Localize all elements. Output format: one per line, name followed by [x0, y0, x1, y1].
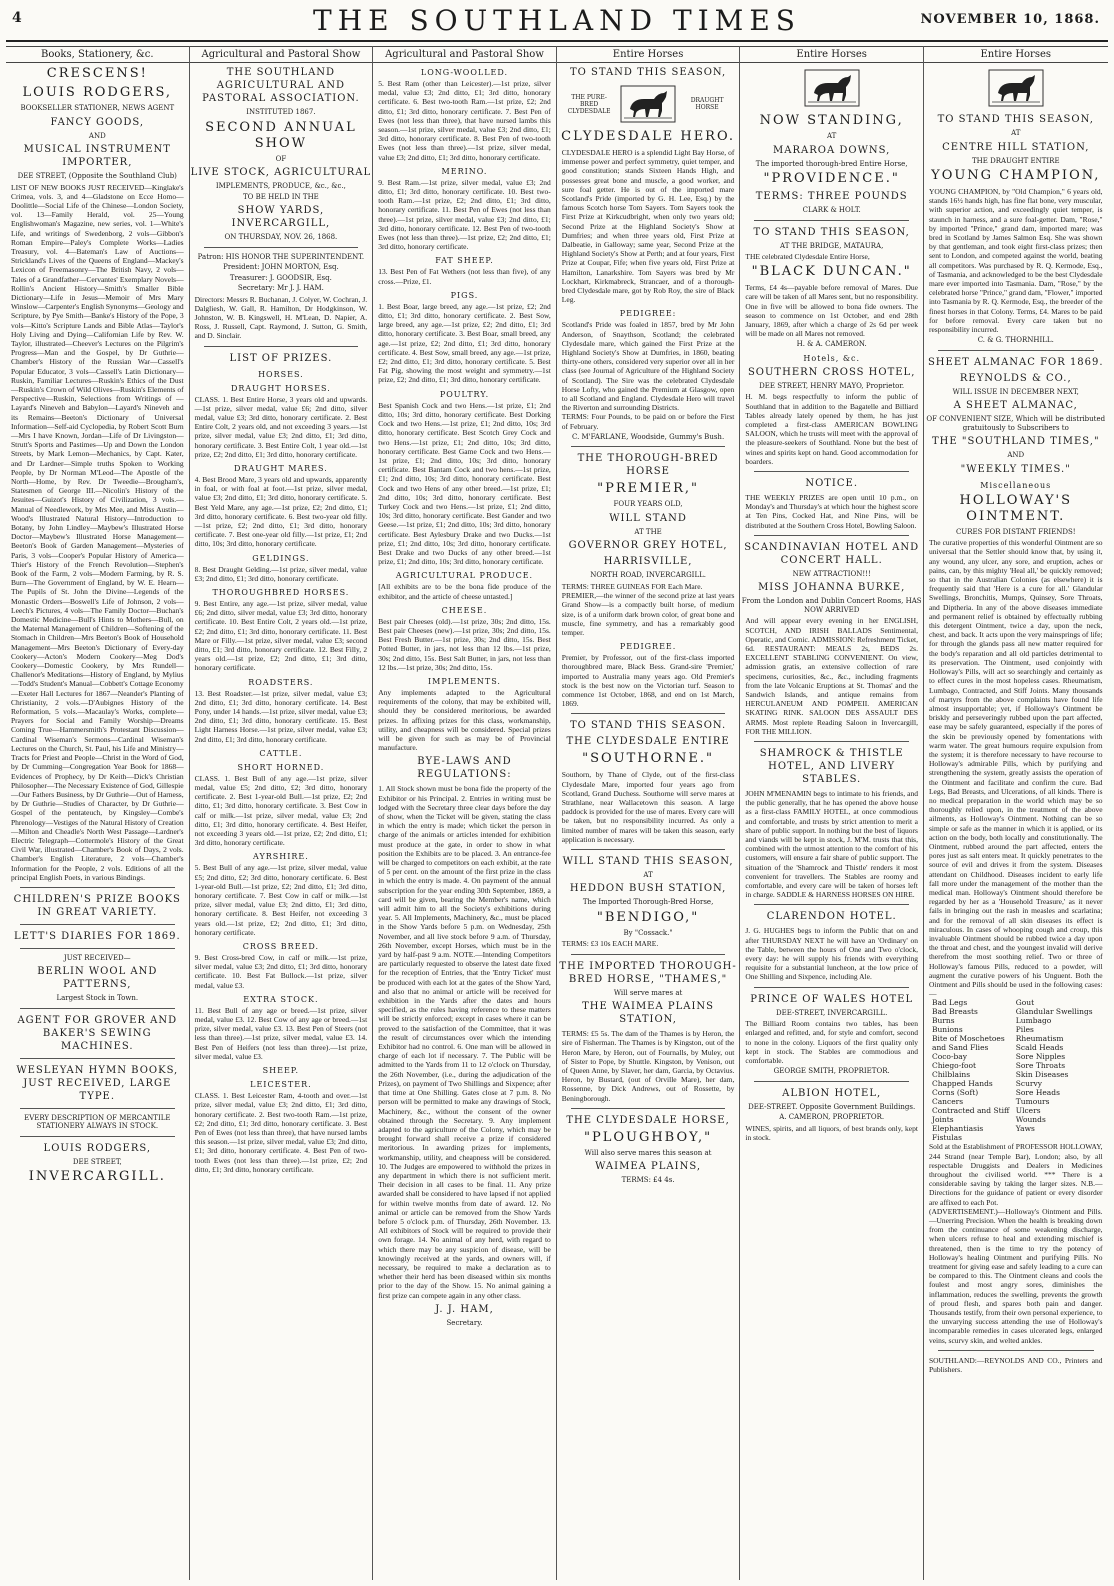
body-text: Any implements adapted to the Agricultural requirements of the colony, that may be exhibited will, should they be considered meritorious, be awarded prizes. In affixing prizes for this class, workmanship, utility, and cheapness will be considered. Special prizes will be given for such as may be of Provincial manufacture.: [378, 687, 551, 753]
display-heading: "PLOUGHBOY,": [583, 1129, 713, 1145]
ailment-item: Chilblains: [931, 1070, 971, 1080]
small-caption: Will also serve mares this season at: [584, 1148, 712, 1157]
column-header: Agricultural and Pastoral Show: [190, 46, 373, 63]
column-rule: [754, 220, 909, 221]
small-caption: Secretary.: [446, 1318, 483, 1327]
section-subheading: IMPLEMENTS.: [427, 676, 501, 686]
ailment-item: Contracted and Stiff Joints: [931, 1106, 1010, 1125]
small-caption: C. M'FARLANE, Woodside, Gummy's Bush.: [571, 432, 725, 441]
ailment-list-column: [1016, 998, 1100, 1142]
small-caption: AT: [643, 870, 653, 879]
ad-heading: MUSICAL INSTRUMENT IMPORTER,: [23, 144, 171, 168]
display-heading: INVERCARGILL.: [28, 1169, 166, 1185]
display-heading: "PROVIDENCE.": [763, 171, 900, 186]
ailment-item: Bunions: [931, 1025, 963, 1035]
body-text: CLASS. 1. Best Bull of any age.—1st prize, silver medal, value £5; 2nd ditto, £2; 3rd ditto, honorary certificate. 2. Best 1-year-old Bull.—1st prize, £2; 2nd ditto, £1; 3rd ditto, honorary certificate. 3. Best Cow in calf or milk.—1st prize, silver medal, value £3; 2nd ditto, £1; 3rd ditto, honorary certificate. 4. Best Heifer, not exceeding 3 years old.—1st prize, £2; 2nd ditto, £1; 3rd ditto, honorary certificate.: [194, 773, 368, 848]
body-text: JOHN M'MENAMIN begs to intimate to his friends, and the public generally, that he has opened the above house as a first-class FAMILY HOTEL, at once commodious and comfortable, and trusts by strict attention to merit a share of public support. In nothing but the best of liquors and viands will be kept in stock, J. M'M. trusts that this, combined with the utmost attention to the comfort of his customers, will ensure a fair share of public support. The situation of the 'Shamrock and Thistle' renders it most convenient for travellers. The Stables are roomy and comfortable, and every care will be taken of horses left in charge. SADDLE & HARNESS HORSES ON HIRE.: [745, 789, 918, 900]
body-text: THE celebrated Clydesdale Entire Horse,: [745, 252, 870, 261]
column-rule: [938, 350, 1094, 351]
small-caption: AND: [1007, 451, 1025, 460]
ad-heading: REYNOLDS & CO.,: [959, 372, 1072, 384]
column-header: Entire Horses: [557, 46, 740, 63]
small-caption: DEE-STREET, INVERCARGILL.: [776, 1008, 888, 1017]
ailment-item: Fistulas: [931, 1133, 962, 1143]
ad-heading: SHAMROCK & THISTLE HOTEL, AND LIVERY STABLES.: [759, 748, 904, 785]
body-text: CLASS. 1. Best Entire Horse, 3 years old and upwards.—1st prize, silver medal, value £6; 2nd ditto, silver medal, value £3; 3rd ditto, honorary certificate. 2. Best Entire Colt, 2 years old, and not exceeding 3 years.—1st prize, silver medal, value £3; 2nd ditto, £1; 3rd ditto, honorary certificate. 3. Best Entire Colt, 1 year old.—1st prize, £2; 2nd ditto, £1; 3rd ditto, honorary certificate.: [194, 394, 368, 459]
small-caption: AND: [88, 131, 106, 140]
small-caption: AT THE: [634, 527, 662, 536]
display-heading: CRESCENS!: [46, 66, 148, 81]
ailment-list: [924, 998, 1108, 1142]
ailment-item: Skin Diseases: [1015, 1070, 1069, 1080]
body-text: H. M. begs respectfully to inform the public of Southland that in addition to the Bagatelle and Billiard Tables already lately opened by them, he has just completed a first-class AMERICAN BOWLING SALOON, which he trusts will meet with the approval of the pleasure-seekers of Southland. None but the best of wines and spirits kept on hand. Good accommodation for boarders.: [745, 392, 918, 466]
body-text: 5. Best Bull of any age.—1st prize, silver medal, value £5; 2nd ditto, £2; 3rd ditto, honorary certificate. 6. Best 1-year-old Bull.—1st prize, £2; 2nd ditto, £1; 3rd ditto, honorary certificate. 7. Best Cow in calf or milk.—1st prize, silver medal, value £3; 2nd ditto, £1; 3rd ditto, honorary certificate. 8. Best Heifer, not exceeding 3 years old.—1st prize, £2; 2nd ditto, £1; 3rd ditto, honorary certificate.: [194, 863, 368, 937]
small-caption: JUST RECEIVED—: [63, 953, 131, 962]
ad-heading: TO STAND THIS SEASON,: [937, 114, 1094, 125]
masthead-rule: [6, 40, 1108, 42]
ad-heading: HEDDON BUSH STATION,: [569, 883, 727, 895]
small-caption: A. CAMERON, PROPRIETOR.: [779, 1113, 885, 1122]
body-text: Southorn, by Thane of Clyde, out of the first-class Clydesdale Mare, imported four years ago from Scotland, Grand Duchess. Southorne will serve mares at Strathlane, near Wallacetown this season. A large paddock is provided for the use of mares. Every care will be taken, but no responsibility incurred. As only a limited number of mares will be taken this season, early application is necessary.: [561, 770, 735, 844]
column-rule: [20, 1058, 175, 1059]
body-text: THE WEEKLY PRIZES are open until 10 p.m., on Monday's and Thursday's at which hour the highest score at Ten Pins, Cocked Hat, and Nine Pins, will be distributed at the Southern Cross Hotel, Bowling Saloon.: [745, 493, 918, 530]
column-5: [740, 46, 924, 1580]
ad-heading: CHILDREN'S PRIZE BOOKS IN GREAT VARIETY.: [13, 893, 181, 918]
ailment-item: Elephantiasis: [931, 1124, 984, 1134]
small-caption: CLARK & HOLT.: [802, 206, 861, 214]
column-rule: [754, 1081, 909, 1082]
ailment-item: Sore Nipples: [1015, 1052, 1066, 1062]
ad-heading: TO STAND THIS SEASON,: [569, 67, 727, 78]
ad-heading: AGENT FOR GROVER AND BAKER'S SEWING MACHINES.: [17, 1014, 178, 1052]
body-text: Premier, by Professor, out of the first-class imported thoroughbred mare, Black Bess. Grand-sire 'Premier,' imported to Australia many years ago. Old Premier's stock is the best now on the Victorian turf. Season to commence 1st October, 1868, and end on 1st March, 1869.: [561, 653, 735, 709]
column-rule: [571, 954, 726, 955]
body-text: 4. Best Brood Mare, 3 years old and upwards, apparently in foal, or with foal at foot.—1st prize, silver medal, value £3; 2nd ditto, £1; 3rd ditto, honorary certificate. 5. Best Yeld Mare, any age.—1st prize, £2; 2nd ditto, £1; 3rd ditto, honorary certificate. 6. Best two-year old filly.—1st prize, £2; 2nd ditto, £1; 3rd ditto, honorary certificate. 7. Best one-year old filly.—1st prize, £1; 2nd ditto, 10s; 3rd ditto, honorary certificate.: [194, 474, 368, 549]
ad-heading: BERLIN WOOL AND PATTERNS,: [37, 966, 158, 991]
ailment-item: Rheumatism: [1015, 1034, 1064, 1044]
body-text: 13. Best Roadster.—1st prize, silver medal, value £3; 2nd ditto, £1; 3rd ditto, honorary certificate. 14. Best Pony, under 14 hands.—1st prize, silver medal, value £3; 2nd ditto, £1; 3rd ditto, honorary certificate. 15. Best Light Harness Horse.—1st prize, silver medal, value £3; 2nd ditto, £1; 3rd ditto, honorary certificate.: [194, 688, 368, 744]
ailment-item: Bite of Moschetoes and Sand Flies: [931, 1034, 1005, 1053]
ad-heading: J. J. HAM,: [435, 1303, 494, 1315]
section-subheading: AYRSHIRE.: [253, 852, 309, 862]
ad-heading: WAIMEA PLAINS,: [595, 1161, 701, 1173]
body-text: And will appear every evening in her ENGLISH, SCOTCH, AND IRISH BALLADS Sentimental, Operatic, and Comic. ADMISSION: Refreshment Ticket, 6d. RESTAURANT: MEALS 2s, BEDS 2s. EXCELLENT STABLING CONVENIENT. On view, admission gratis, an extensive collection of rare specimens, curiosities, &c., &c., including fragments from the late Volcanic Eruptions at St. Thomas' and the Sandwich Islands, and antique remains from HERCULANEUM AND POMPEII. AMERICAN SKATING RINK. SALOON DES ASSAULT DES ARMS. Most replete Reading Saloon in Invercargill, FOR THE MILLION.: [745, 616, 918, 736]
ad-heading: ALBION HOTEL,: [782, 1087, 882, 1099]
issue-date: NOVEMBER 10, 1868.: [920, 12, 1100, 27]
small-caption: TERMS: £4 4s.: [621, 1176, 675, 1185]
small-caption: AT THE BRIDGE, MATAURA,: [780, 241, 884, 250]
column-rule: [571, 713, 726, 714]
small-caption: Treasurer: J. GOODSIR, Esq.: [229, 273, 332, 282]
column-rule: [20, 1008, 175, 1009]
column-rule: [20, 1108, 175, 1109]
ad-heading: LIVE STOCK, AGRICULTURAL: [190, 167, 372, 178]
column-1: [6, 46, 190, 1580]
section-subheading: DRAUGHT MARES.: [234, 463, 328, 473]
section-subheading: EXTRA STOCK.: [243, 994, 319, 1004]
ad-heading: SOUTHERN CROSS HOTEL,: [747, 366, 916, 378]
column-rule: [204, 346, 359, 347]
section-subheading: LONG-WOOLLED.: [420, 68, 509, 77]
section-subheading: THOROUGHBRED HORSES.: [212, 587, 350, 597]
column-rule: [204, 247, 359, 248]
section-subheading: PEDIGREE.: [619, 642, 677, 652]
body-text: Best Spanish Cock and two Hens.—1st prize, £1; 2nd ditto, 10s; 3rd ditto, honorary certificate. Best Dorking Cock and two Hens.—1st prize, £1; 2nd ditto, 10s; 3rd ditto, honorary certificate. Best Scotch Grey Cock and two Hens.—1st prize, £1; 2nd ditto, 10s; 3rd ditto, honorary certificate. Best Game Cock and two Hens.—1st prize, £1; 2nd ditto, 10s; 3rd ditto, honorary certificate. Best Bantam Cock and two hens.—1st prize, £1; 2nd ditto, 10s; 3rd ditto, honorary certificate. Best Cock and two Hens of any other breed.—1st prize, £1; 2nd ditto, 10s; 3rd ditto, honorary certificate. Best Turkey Cock and two Hens.—1st prize, £1; 2nd ditto, 10s; 3rd ditto, honorary certificate. Best Gander and two Geese.—1st prize, £1; 2nd ditto, 10s; 3rd ditto, honorary certificate. Best Aylesbury Drake and two Ducks.—1st prize, £1; 2nd ditto, 10s; 3rd ditto, honorary certificate. Best Drake and two Ducks of any other breed.—1st prize, £1; 2nd ditto, 10s; 3rd ditto, honorary certificate.: [378, 400, 551, 567]
masthead: [0, 0, 1114, 40]
ailment-item: Ulcers: [1015, 1106, 1041, 1116]
body-text: LIST OF NEW BOOKS JUST RECEIVED—Kinglake's Crimea, vols. 3, and 4—Gladstone on Ecce Homo—Doolittle—Social Life of the Chinese—London Society, vol. 13—Family Herald, vol. 25—Young Englishwoman's Magazine, new series, vol. 1—White's Life, and writings of Swedenborg, 2 vols—Gibbon's Roman Empire—Paley's Complete Works—Ladies Treasury, vol. 4—Bateman's Law of Auctions—Strickland's Lives of the Queens of England—Mackey's Lexicon of Freemasonry—The British Navy, 2 vols—Tales of a Grandfather—Cervantes' Exemplary Novels—Rollin's Ancient History—Smith's Smaller Bible Dictionary—Life in Jesus—Memoir of Mrs Mary Winslow—Carpenter's English Synonyms—Geology and Scripture, by Pye Smith—Banke's History of the Pope, 3 vols—Kitto's Scripture Lands and Bible Atlas—Taylor's Holy Living and Dying—Californian Life by Rev. W. Taylor, illustrated—Cheever's Lectures on the Pilgrim's Progress—Man and the Gospel, by Dr Guthrie—Chamber's History of the Russian War—Cassell's Popular Educator, 3 vols—Cassell's Latin Dictionary—Ruskin, Familiar Lectures—Ruskin's Ethics of the Dust—Ruskin's Crown of Wild Olives—Ruskin's Elements of Perspective—Ruskin, Selections from Writings of —Layard's Nineveh and Babylon—Layard's Nineveh and its Remains—Beeton's Dictionary of Universal Information—Self-aid Cyclopedia, by Robert Scott Burn—Mrs I have Known, Jordan—Life of Dr Livingston—Strutt's Sports and Pastimes—Up and Down the London Streets, by Mark Lemon—Mechanics, by Capt. Kater, and Dr Lardner—Simple truths Spoken to Working People, by Dr Norman M'Leod—The Apostle of the North—Home, by Rev. Dr Tweedie—Brougham's, Statesmen of George III.—Nicolin's History of the Jesuites—Guizot's History of Civilization, 3 vols.—Manual of Needlework, by Mrs Mee, and Miss Austin—Wood's Illustrated Natural History—Introduction to Botany, by John Lindley—Maybew's Illustrated Horse Doctor—Maybew's Illustrated Horse Management—Beeton's Book of Garden Management—Mysteries of Paris, 3 vols—Cooper's Popular History of America—Thier's History of the French Revolution—Stephen's Book of the Farm, 2 vols—Modern Farming, by R. S. Burn—The Government of England, by W. E. Hearn—The Pupils of St. John the Divine—Legends of the Monastic Orders—Boswell's Life of Johnson, 2 vols—Leech's Pictures, 4 vols—The Family Doctor—Buchan's Domestic Medicine—Bull's Hints to Mothers—Bull, on the Maternal Management of Children—Softening of the Stomach in Children—Mrs Beeton's Book of Household Management—Mrs Beeton's Dictionary of Every-day Cookery—Acton's Modern Cookery—Meg Dod's Cookery—Domestic Cookery, by Mrs Rundell—Challenor's Meditations—History of England, by Mylius—Todd's Student's Manual—Cobbett's Cottage Economy—Exeter Hall Lectures for 1867—Neander's Planting of Christianity, 2 vols.—D'Aubignes History of the Reformation, 5 vols.—Macaulay's Works, complete—Prayers for Social and Family Worship—Dreams Coming True—Hammersmith's Protestant Discussion—Cardinal Wiseman's Sermons—Cardinal Wiseman's Lectures on the Church, St. Paul, his Life and Ministry—Tracts for Priest and People—Christ in the Word of God, by Dr Cumming—Congregation Year Book for 1868—Evidences of Prophecy, by Dr Keith—Dick's Christian Philosopher—The Necessary Existence of God, Gillespie—Our Fathers Business, by Dr Guthrie—Out of Harness, by Dr Guthrie—Studies of Character, by Dr Guthrie—Gospel of the pentateuch, by Kingsley—Combe's Phrenology—Vestiges of the Natural History of Creation—Milton and Cheadle's North West Passage—Lardner's Electric Telegraph—Cottermole's History of the Great Civil War, illustrated—Chamber's Book of Days, 2 vols. Chamber's English Literature, 2 vols—Chamber's Information for the People, 2 vols. Editions of all the principal English Poets, in various Bindings.: [11, 182, 184, 882]
small-caption: NEW ATTRACTION!!!: [792, 569, 871, 578]
small-caption: GEORGE SMITH, PROPRIETOR.: [773, 1067, 890, 1076]
small-caption: INSTITUTED 1867.: [246, 108, 316, 116]
column-rule: [20, 948, 175, 949]
column-rule: [571, 849, 726, 850]
display-heading: YOUNG CHAMPION,: [931, 168, 1101, 183]
section-subheading: PEDIGREE:: [619, 309, 677, 319]
section-subheading: GELDINGS.: [252, 553, 310, 563]
ad-heading: WILL STAND: [609, 512, 687, 524]
small-caption: C. & G. THORNHILL.: [977, 336, 1054, 345]
small-caption: Patron: HIS HONOR THE SUPERINTENDENT.: [197, 252, 365, 261]
small-caption: CURES FOR DISTANT FRIENDS!: [955, 527, 1076, 536]
small-caption: DEE STREET,: [72, 1157, 122, 1166]
small-caption: OF CONVENIENT SIZE, Which will be distributed gratuitously to Subscribers to: [926, 415, 1106, 432]
body-text: PREMIER,—the winner of the second prize at last years Grand Show—is a compactly built horse, of medium size, is of a uniform dark brown color, of great bone and muscle, fine symmetry, and has a remarkably good temper.: [561, 591, 735, 637]
body-text: SOUTHLAND:—REYNOLDS AND CO., Printers and Publishers.: [928, 1355, 1103, 1375]
ailment-item: Chiego-foot: [931, 1061, 977, 1071]
ailment-list-column: [932, 998, 1016, 1142]
small-caption: From the London and Dublin Concert Rooms, HAS NOW ARRIVED: [741, 597, 922, 614]
small-caption: DEE STREET, HENRY MAYO, Proprietor.: [759, 381, 905, 390]
ad-heading: PRINCE OF WALES HOTEL: [750, 993, 914, 1005]
ailment-item: Corns (Soft): [931, 1088, 979, 1098]
small-caption: THE DRAUGHT ENTIRE: [971, 156, 1060, 165]
ad-heading: SHOW YARDS, INVERCARGILL,: [231, 205, 331, 229]
section-subheading: HORSES.: [258, 369, 304, 379]
ad-heading: LOUIS RODGERS,: [43, 1142, 152, 1154]
horse-woodcut: [740, 69, 923, 107]
ailment-item: Tumours: [1015, 1097, 1050, 1107]
ad-heading: MISS JOHANNA BURKE,: [758, 582, 906, 594]
ad-heading: SCANDINAVIAN HOTEL AND CONCERT HALL.: [744, 541, 920, 566]
column-header: Books, Stationery, &c.: [6, 46, 189, 63]
display-heading: "SOUTHORNE.": [582, 751, 715, 767]
display-heading: "BLACK DUNCAN.": [751, 264, 912, 280]
body-text: 11. Best Bull of any age or breed.—1st prize, silver medal, value £3. 12. Best Cow of any age or breed.—1st prize, silver medal, value £3. 13. Best Pen of Steers (not less than three).—1st prize, silver medal, value £3. 14. Best Pen of Heifers (not less than three).—1st prize, silver medal, value £3.: [194, 1005, 368, 1061]
ailment-item: Glandular Swellings: [1015, 1007, 1093, 1017]
column-rule: [20, 924, 175, 925]
body-text: TERMS: £3 10s EACH MARE.: [561, 939, 659, 949]
small-caption: The imported thorough-bred Entire Horse,: [755, 159, 908, 168]
ailment-item: Scurvy: [1015, 1079, 1042, 1089]
column-rule: [754, 987, 909, 988]
newspaper-title: THE SOUTHLAND TIMES: [313, 4, 801, 37]
ad-heading: THE IMPORTED THOROUGH-BRED HORSE, "THAMES,": [559, 960, 737, 985]
body-text: TERMS: Four Pounds, to be paid on or before the First of February.: [561, 412, 735, 431]
ailment-item: Gout: [1015, 998, 1035, 1008]
column-rule: [754, 741, 909, 742]
ad-heading: GOVERNOR GREY HOTEL,: [568, 540, 728, 552]
section-subheading: Hotels, &c.: [803, 353, 860, 363]
ad-heading: NOTICE.: [805, 478, 859, 490]
section-subheading: SHEEP.: [262, 1066, 300, 1076]
page-number: 4: [12, 10, 22, 26]
small-caption: DEE STREET, (Opposite the Southland Club): [17, 172, 177, 180]
display-heading: LOUIS RODGERS,: [22, 85, 173, 100]
column-rule: [20, 887, 175, 888]
body-text: TERMS: £5 5s. The dam of the Thames is by Heron, the sire of Fisherman. The Thames is by Kingston, out of the Heron Mare, by Heron, out of Fournalls, by Muley, out of Sister to Pope, by Shuttle. Kingston, by Venison, out of Queen Anne, by Slaver, her dam, Garcia, by Octavius. Heron, by Bustard, (out of Orville Mare), her dam, Rossenne, by Dick Andrews, out of Rossette, by Beningborough.: [561, 1029, 735, 1103]
body-text: The Billiard Room contains two tables, has been enlarged and refitted, and, for style and comfort, second to none in the colony. Liquors of the first quality only kept in stock. The Stables are commodious and comfortable.: [745, 1019, 918, 1065]
section-subheading: PIGS.: [450, 290, 479, 300]
body-text: 9. Best Cross-bred Cow, in calf or milk.—1st prize, silver medal, value £3; 2nd ditto, £1; 3rd ditto, honorary certificate. 10. Best Fat Bullock.—1st prize, silver medal, value £3.: [194, 953, 368, 990]
body-text: CLYDESDALE HERO is a splendid Light Bay Horse, of immense power and perfect symmetry, quiet temper, and good constitution; stands Sixteen Hands High, and possesses great bone and muscle, a good worker, and sure foal getter. He is out of the imported mare Scotland's Pride (imported by G. H. Lee, Esq.) by the famous Scotch horse Tom Sayers. Tom Sayers took the First Prize at Kirkcudbright, when only two years old; Second Prize at the Highland Society's Show at Dumfries; and when three years old, First Prize at Dalbeatie, in Galloway; same year, Second Prize at the Highland Society's Show at Perth; and at four years, First Prize at Coupar, Fife; when five years old, First Prize at Hamilton, Lanarkshire. Tom Sayers was bred by Mr Lockhart, Kirkmabreck, Strancaer, and of a thorough-bred Clydesdale mare, got by Rob Roy, the sire of Black Leg.: [561, 148, 735, 305]
ad-heading: LIST OF PRIZES.: [229, 352, 333, 364]
ad-heading: CENTRE HILL STATION,: [942, 141, 1090, 153]
body-text: 1. All Stock shown must be bona fide the property of the Exhibitor or his Principal. 2. Entries in writing must be lodged with the Secretary three clear days before the day of show, when the Ticket will be given, stating the class in which the entry is made; which ticket the person in charge of the animals or articles intended for exhibition must produce at the gate, in order to show in what position the Exhibits are to be placed. 3. An entrance-fee will be charged to competitors on each exhibit, at the rate of 5 per cent. on the amount of the first prize in the class in which the entry is made. 4. On payment of the annual subscription for the year ending 30th September, 1869, a card will be given, bearing the Member's name, which will admit him to all the Society's exhibitions during year. 5. All Implements, Machinery, &c., must be placed in the Show Yards before 5 p.m. on Wednesday, 25th November, and all live stock before 9 a.m. of Thursday, 26th November, except Horses, which must be in the yard by half-past 9 a.m. NOTE.—Intending Competitors are particularly requested to observe the latest date fixed for the reception of Entries, that the 'Entry Ticket' must be produced with each lot at the gates of the Show Yard, and also that no animal or article will be received for exhibition in the Yards after the dates and hours specified, as the rules having reference to these matters will be strictly enforced; except in cases where it can be proved to the satisfaction of the Committee, that it was the result of circumstances over which the intending Exhibitor had no control. 6. One man will be allowed in charge of each lot if necessary. 7. The Public will be admitted to the Yards from 11 to 12 o'clock on Thursday, the 26th November, (i.e., during the adjudication of the Prizes), on payment of Two Shillings and Sixpence; after that time at One Shilling. Gates close at 7 p.m. 8. No person will be permitted to make any drawings of Stock, Machinery, &c., without the consent of the owner obtained through the Secretary. 9. Any implement adapted to the agriculture of the Colony, which may be brought forward shall receive a prize if considered meritorious. In awarding prizes for implements, workmanship, utility, and cheapness will be considered. 10. The Judges are empowered to withhold the prizes in any department in which there is not sufficient merit. Their decision in all cases to be final. 11. Any prize awarded shall be considered to have lapsed if not applied for within twelve months from date of award. 12. No animal or article can be removed from the Show Yards before 5 o'clock p.m. of Thursday, 26th November. 13. All exhibitors of Stock will be required to provide their own forage. 14. No animal of any herd, with regard to which there may be any suspicion of disease, will be knowingly received at the yards, and owners will, if necessary, be required to make a declaration as to whether their herd has been diseased within six months prior to the day of the Show. 15. No animal gaining a first prize can compete again in any other class.: [378, 784, 551, 1300]
ad-heading: THE THOROUGH-BRED HORSE: [577, 453, 719, 478]
small-caption: WILL ISSUE IN DECEMBER NEXT,: [952, 387, 1079, 396]
column-rule: [938, 1350, 1094, 1351]
column-header: Entire Horses: [924, 46, 1108, 63]
horse-engraving-icon: [804, 69, 860, 107]
ailment-item: Cancers: [931, 1097, 964, 1107]
section-subheading: CROSS BREED.: [242, 942, 320, 952]
ailment-item: Coco-bay: [931, 1052, 967, 1062]
ailment-item: Bad Breasts: [931, 1007, 978, 1017]
body-text: 8. Best Draught Gelding.—1st prize, silver medal, value £3; 2nd ditto, £1; 3rd ditto, honorary certificate.: [194, 564, 368, 583]
ad-heading: LETT'S DIARIES FOR 1869.: [13, 930, 181, 942]
ad-heading: SHEET ALMANAC FOR 1869.: [927, 356, 1104, 368]
ailment-item: Sore Throats: [1015, 1061, 1066, 1071]
body-text: The curative properties of this wonderful Ointment are so universal that the Settler should know that, by using it, any wound, any ulcer, any sore, and eruption, aches or pains, can, by this mighty 'Heal all,' be quickly removed; so that in the Australian Colonies (as elsewhere) it is frequently said that 'Here is a cure for all.' Glandular Swellings, Bronchitis, Mumps, Quinsey, Sore Throats, and Diptheria. In any of the above diseases immediate and permanent relief is obtained by effectually rubbing this detergent Ointment, twice a day, upon the neck, chest, and back. It acts upon the very mainsprings of life; for through the glands pass all new matter required for the body's reparation and all old particles detrimental to its preservation. The Ointment, used conjointly with Holloway's Pills, will act so searchingly and certainly as to effect cures in the most hopeless cases. Rheumatism, Lumbago, Contracted, and Stiff Joints. Many thousands of martyrs from the above complaints have found life almost insupportable; yet, if Holloway's Ointment be briskly and perseveringly rubbed upon the part affected, ease may be safely guaranteed, especially if the pores of the skin be previously opened by fomentations with warm water. The great humours require expulsion from the system; it is therefore necessary to have recourse to Holloway's admirable Pills, which by purifying and strengthening the system, greatly assists the operation of the Ointment and facilitate and confirm the cure. Bad Legs, Bad Breasts, and Ulcerations, of all kinds. There is no medical preparation in the world which may be so thoroughly relied upon, in the treatment of the above ailments, as Holloway's Ointment. Nothing can be so simple or safe as the manner in which it is applied, or its action on the body, both locally and constitutionally. The Ointment, rubbed around the part affected, enters the pores just as salt enters meat. It quickly penetrates to the source of evil and drives it from the system. Diseases attendant on Childhood. Diseases incident to early life fall more under the management of the mother than the medical man. Holloway's Ointment should therefore be regarded by her as a 'Household Treasure,' as it never fails in bringing out the rash in measles and scarlatina; and for the removal of all skin diseases its effect is miraculous. In cases of whooping cough and croup, this invaluable Ointment should be rubbed twice a day upon the throat and chest, and the youngest invalid will derive therefrom the most soothing relief. Two or three of Holloway's famous Pills, reduced to a powder, will augment the curative powers of his Unguent. Both the Ointment and Pills should be used in the following cases:—: [928, 538, 1103, 999]
ailment-item: Burns: [931, 1016, 955, 1026]
small-caption: TO BE HELD IN THE: [242, 192, 319, 201]
body-text: 9. Best Ram.—1st prize, silver medal, value £3; 2nd ditto, £1; 3rd ditto, honorary certificate. 10. Best two-tooth Ram.—1st prize, £2; 2nd ditto, £1; 3rd ditto, honorary certificate. 11. Best Pen of Ewes (not less than three).—1st prize, silver medal, value £3; 2nd ditto, £1; 3rd ditto, honorary certificate. 12. Best Pen of two-tooth Ewes (not less than three).—1st prize, £2; 2nd ditto, £1; 3rd ditto, honorary certificate.: [378, 177, 551, 252]
ailment-item: Scald Heads: [1015, 1043, 1064, 1053]
section-subheading: ROADSTERS.: [248, 677, 314, 687]
section-subheading: Miscellaneous: [980, 480, 1052, 490]
ad-heading: MARAROA DOWNS,: [773, 144, 891, 156]
newspaper-columns: [6, 46, 1108, 1580]
body-text: Scotland's Pride was foaled in 1857, bred by Mr John Anderson, of Snaythson, Scotland; the celebrated Clydesdale mare, which gained the First Prize at the Highland Society's Show at Dumfries, in 1860, beating thirty-one others, considered very superior over all in her class (see Journal of Agriculture of the Highland Society of Scotland). The Sire was the celebrated Clydesdale Horse Lofty, who gained the Premium at Glasgow, open to all Scotland and England. Clydesdale Hero will travel the Riverton and surrounding Districts.: [561, 320, 735, 413]
small-caption: DEE-STREET. Opposite Government Buildings.: [748, 1102, 916, 1111]
display-heading: HOLLOWAY'S OINTMENT.: [959, 492, 1073, 524]
ad-heading: A SHEET ALMANAC,: [953, 400, 1078, 412]
ailment-item: Lumbago: [1015, 1016, 1052, 1026]
display-heading: CLYDESDALE HERO.: [561, 129, 735, 144]
section-subheading: MERINO.: [441, 166, 488, 176]
ad-heading: TO STAND THIS SEASON.: [569, 720, 727, 732]
ad-heading: WESLEYAN HYMN BOOKS, JUST RECEIVED, LARGE TYPE.: [16, 1064, 179, 1102]
ad-heading: "WEEKLY TIMES.": [960, 463, 1071, 475]
ailment-item: Wounds: [1015, 1115, 1046, 1125]
ad-heading: THE CLYDESDALE ENTIRE: [566, 736, 730, 748]
small-caption: OF: [275, 154, 287, 163]
ad-heading: CLARENDON HOTEL.: [766, 911, 897, 923]
ad-heading: TERMS: THREE POUNDS: [755, 191, 908, 202]
ad-heading: WILL STAND THIS SEASON,: [562, 855, 734, 867]
column-rule: [754, 535, 909, 536]
column-rule: [571, 446, 726, 447]
body-text: CLASS. 1. Best Leicester Ram, 4-tooth and over.—1st prize, silver medal, value £3; 2nd ditto, £1; 3rd ditto, honorary certificate. 2. Best two-tooth Ram.—1st prize, £2; 2nd ditto, £1; 3rd ditto, honorary certificate. 3. Best Pen of Ewes (not less than three), that have nursed lambs this season.—1st prize, silver medal, value £3; 2nd ditto, £1; 3rd ditto, honorary certificate. 4. Best Pen of two-tooth Ewes (not less than three).—1st prize, £2; 2nd ditto, £1; 3rd ditto, honorary certificate.: [194, 1091, 368, 1174]
body-text: Directors: Messrs R. Buchanan, J. Colyer, W. Cochran, J. Dalgliesh, W. Gall, R. Hamilton, Dr Hodgkinson, W. Johnston, W. B. Kingswell, H. M'Lean, D. Napier, A. Ross, J. Russell, Capt. Raymond, J. Sutton, G. Smith, and D. Sinclair.: [194, 294, 368, 341]
small-caption: NORTH ROAD, INVERCARGILL.: [590, 571, 706, 580]
ad-heading: BYE-LAWS AND REGULATIONS:: [417, 756, 512, 781]
display-heading: NOW STANDING,: [759, 113, 904, 128]
small-caption: AT: [827, 132, 837, 140]
body-text: 9. Best Entire, any age.—1st prize, silver medal, value £6; 2nd ditto, silver medal, value £3; 3rd ditto, honorary certificate. 10. Best Entire Colt, 2 years old.—1st prize, £2; 2nd ditto, £1; 3rd ditto, honorary certificate. 11. Best Mare or Filly.—1st prize, silver medal, value £3; second ditto, £1; 3rd ditto, honorary certificate. 12. Best Filly, 2 years old.—1st prize, £2; 2nd ditto, £1; 3rd ditto, honorary certificate.: [194, 598, 368, 673]
horse-woodcut: [557, 85, 740, 123]
ailment-item: Chapped Hands: [931, 1079, 993, 1089]
column-2: [190, 46, 374, 1580]
small-caption: BOOKSELLER STATIONER, NEWS AGENT: [20, 104, 175, 112]
column-6: [924, 46, 1108, 1580]
section-subheading: CHEESE.: [441, 605, 488, 615]
horse-engraving-icon: [988, 69, 1044, 107]
body-text: 1. Best Boar, large breed, any age.—1st prize, £2; 2nd ditto, £1; 3rd ditto, honorary certificate. 2. Best Sow, large breed, any age.—1st prize, £2; 2nd ditto, £1; 3rd ditto, honorary certificate. 3. Best Boar, small breed, any age.—1st prize, £2; 2nd ditto, £1; 3rd ditto, honorary certificate. 4. Best Sow, small breed, any age.—1st prize, £2; 2nd ditto, £1; 3rd ditto, honorary certificate. 5. Best Fat Pig, showing the most weight and symmetry.—1st prize, £2; 2nd ditto, £1; 3rd ditto, honorary certificate.: [378, 301, 551, 385]
body-text: YOUNG CHAMPION, by "Old Champion," 6 years old, stands 16½ hands high, has fine flat bone, very muscular, with superior action, and exceedingly quiet temper, is staunch in harness, and a sure foal-getter. Dam, "Rose," by imported "Prince," grand dam, imported mare; was bred in Scotland by James Salmon Esq. She was shown by that gentleman, and took eight first-class prizes; then sent to London, and competed against the world, beating all competitors. Was purchased by R. Q. Kermode, Esq., of Tasmania, and acknowledged to be the best Clydesdale mare ever imported into Tasmania. Dam, "Rose," by the celebrated horse "Prince," grand dam, "Flower," imported into Tasmania by R. Q. Kermode, Esq., the breeder of the finest horses in that Colony. Terms, £4. Mares to be paid for before removal. Every care taken but no responsibility incurred.: [928, 187, 1103, 335]
section-subheading: CATTLE.: [259, 748, 303, 758]
body-text: [All exhibits are to be the bona fide produce of the exhibitor, and the article of cheese untasted.]: [378, 582, 551, 601]
small-caption: Secretary: Mr J. J. HAM.: [237, 284, 324, 292]
small-caption: EVERY DESCRIPTION OF MERCANTILE STATIONERY ALWAYS IN STOCK.: [24, 1113, 171, 1131]
column-header: Agricultural and Pastoral Show: [373, 46, 556, 63]
horse-engraving-icon: [620, 85, 676, 123]
body-text: 5. Best Ram (other than Leicester).—1st prize, silver medal, value £3; 2nd ditto, £1; 3rd ditto, honorary certificate. 6. Best two-tooth Ram.—1st prize, £2; 2nd ditto, £1; 3rd ditto, honorary certificate. 7. Best Pen of Ewes (not less than three), that have nursed lambs this season.—1st prize, silver medal, value £3; 2nd ditto, £1; 3rd ditto, honorary certificate. 8. Best Pen of two-tooth Ewes (not less than three).—1st prize, silver medal, value £3; 2nd ditto, £1; 3rd ditto, honorary certificate.: [378, 79, 551, 162]
ad-heading: THE CLYDESDALE HORSE,: [566, 1114, 730, 1126]
section-subheading: DRAUGHT HORSES.: [230, 383, 331, 393]
section-subheading: LEICESTER.: [250, 1080, 312, 1090]
display-heading: "BENDIGO,": [596, 909, 700, 925]
small-caption: FOUR YEARS OLD,: [613, 500, 683, 509]
body-text: 13. Best Pen of Fat Wethers (not less than five), of any cross.—Prize, £1.: [378, 267, 551, 286]
small-caption: H. & A. CAMERON.: [796, 340, 867, 349]
ad-heading: THE "SOUTHLAND TIMES,": [931, 436, 1100, 448]
column-4: [557, 46, 741, 1580]
ad-heading: THE WAIMEA PLAINS STATION,: [582, 1001, 715, 1026]
column-rule: [754, 471, 909, 472]
body-text: Sold at the Establishment of PROFESSOR HOLLOWAY, 244 Strand (near Temple Bar), London; also, by all respectable Druggists and Dealers in Medicines throughout the civilised world. *** There is a considerable saving by taking the larger sizes. N.B.—Directions for the guidance of patient or every disorder are affixed to each Pot.: [928, 1142, 1103, 1207]
display-heading: "PREMIER,": [597, 481, 699, 497]
woodcut-caption-right: DRAUGHT HORSE: [690, 97, 724, 111]
column-rule: [754, 904, 909, 905]
column-3: [373, 46, 557, 1580]
small-caption: Largest Stock in Town.: [56, 994, 139, 1003]
ailment-item: Bad Legs: [931, 998, 968, 1008]
body-text: J. G. HUGHES begs to inform the Public that on and after THURSDAY NEXT he will have an 'Ordinary' on the Table, between the hours of One and Two o'clock, every day: he will supply his friends with everything requisite for a substantial luncheon, at the low price of One Shilling and Sixpence, including Ale.: [745, 926, 918, 982]
body-text: WINES, spirits, and all liquors, of best brands only, kept in stock.: [745, 1123, 918, 1142]
small-caption: By "Cossack.": [623, 928, 673, 937]
section-subheading: POULTRY.: [439, 389, 490, 399]
column-rule: [20, 1136, 175, 1137]
body-text: TERMS: THREE GUINEAS FOR Each Mare.: [561, 581, 703, 591]
section-subheading: AGRICULTURAL PRODUCE.: [395, 571, 534, 581]
body-text: (ADVERTISEMENT.)—Holloway's Ointment and Pills.—Unerring Precision. When the health is breaking down from the continuance of some weakening discharge, when ulcers refuse to heal and extending mischief is threatened, then is the time to try the potency of Holloway's healing Ointment and purifying Pills. No treatment for giving ease and safely leading to a cure can be compared to this. The Ointment cleans and cools the foulest and most angry sores, diminishes the inflammation, reduces the swelling, prevents the growth of proud flesh, and spares both pain and danger. Thousands testify, from their own personal experience, to the unvarying success attending the use of Holloway's incomparable remedies in cases ulcerated legs, enlarged veins, scurvy skin, and welted ankles.: [928, 1206, 1103, 1345]
ailment-item: Sore Heads: [1015, 1088, 1060, 1098]
column-header: Entire Horses: [740, 46, 923, 63]
ad-heading: HARRISVILLE,: [603, 556, 693, 568]
horse-woodcut: [924, 69, 1108, 107]
small-caption: IMPLEMENTS, PRODUCE, &c., &c.,: [215, 182, 346, 190]
section-subheading: FAT SHEEP.: [435, 256, 494, 266]
body-text: Best pair Cheeses (old).—1st prize, 30s; 2nd ditto, 15s. Best pair Cheeses (new).—1st prize, 30s; 2nd ditto, 15s. Best Fresh Butter.—1st prize, 30s; 2nd ditto, 15s. Best Potted Butter, in jars, not less than 12 lbs.—1st prize, 30s; 2nd ditto, 15s. Best Salt Butter, in jars, not less than 12 lbs.—1st prize, 30s; 2nd ditto, 15s.: [378, 616, 551, 672]
section-subheading: SHORT HORNED.: [237, 762, 325, 772]
small-caption: President: JOHN MORTON, Esq.: [223, 263, 339, 271]
body-text: Terms, £4 4s—payable before removal of Mares. Due care will be taken of all Mares sent, but no responsibility. One in five will be allowed to bona fide owners. The season to commence on 1st October, and end 28th January, 1869, after which a charge of 2s 6d per week will be made on all Mares not removed.: [745, 283, 918, 339]
ailment-item: Yaws: [1015, 1124, 1035, 1134]
column-rule: [571, 1108, 726, 1109]
small-caption: The Imported Thorough-Bred Horse,: [582, 898, 714, 907]
ad-heading: TO STAND THIS SEASON,: [753, 226, 910, 238]
ailment-item: Piles: [1015, 1025, 1034, 1035]
ad-heading: FANCY GOODS,: [50, 116, 145, 128]
ad-heading: THE SOUTHLAND AGRICULTURAL AND PASTORAL ASSOCIATION.: [202, 67, 360, 104]
small-caption: ON THURSDAY, NOV. 26, 1868.: [224, 233, 338, 241]
small-caption: AT: [1011, 129, 1021, 137]
display-heading: SECOND ANNUAL SHOW: [205, 119, 357, 151]
small-caption: Will serve mares at: [613, 988, 683, 997]
woodcut-caption-left: THE PURE-BRED CLYDESDALE: [567, 93, 611, 115]
